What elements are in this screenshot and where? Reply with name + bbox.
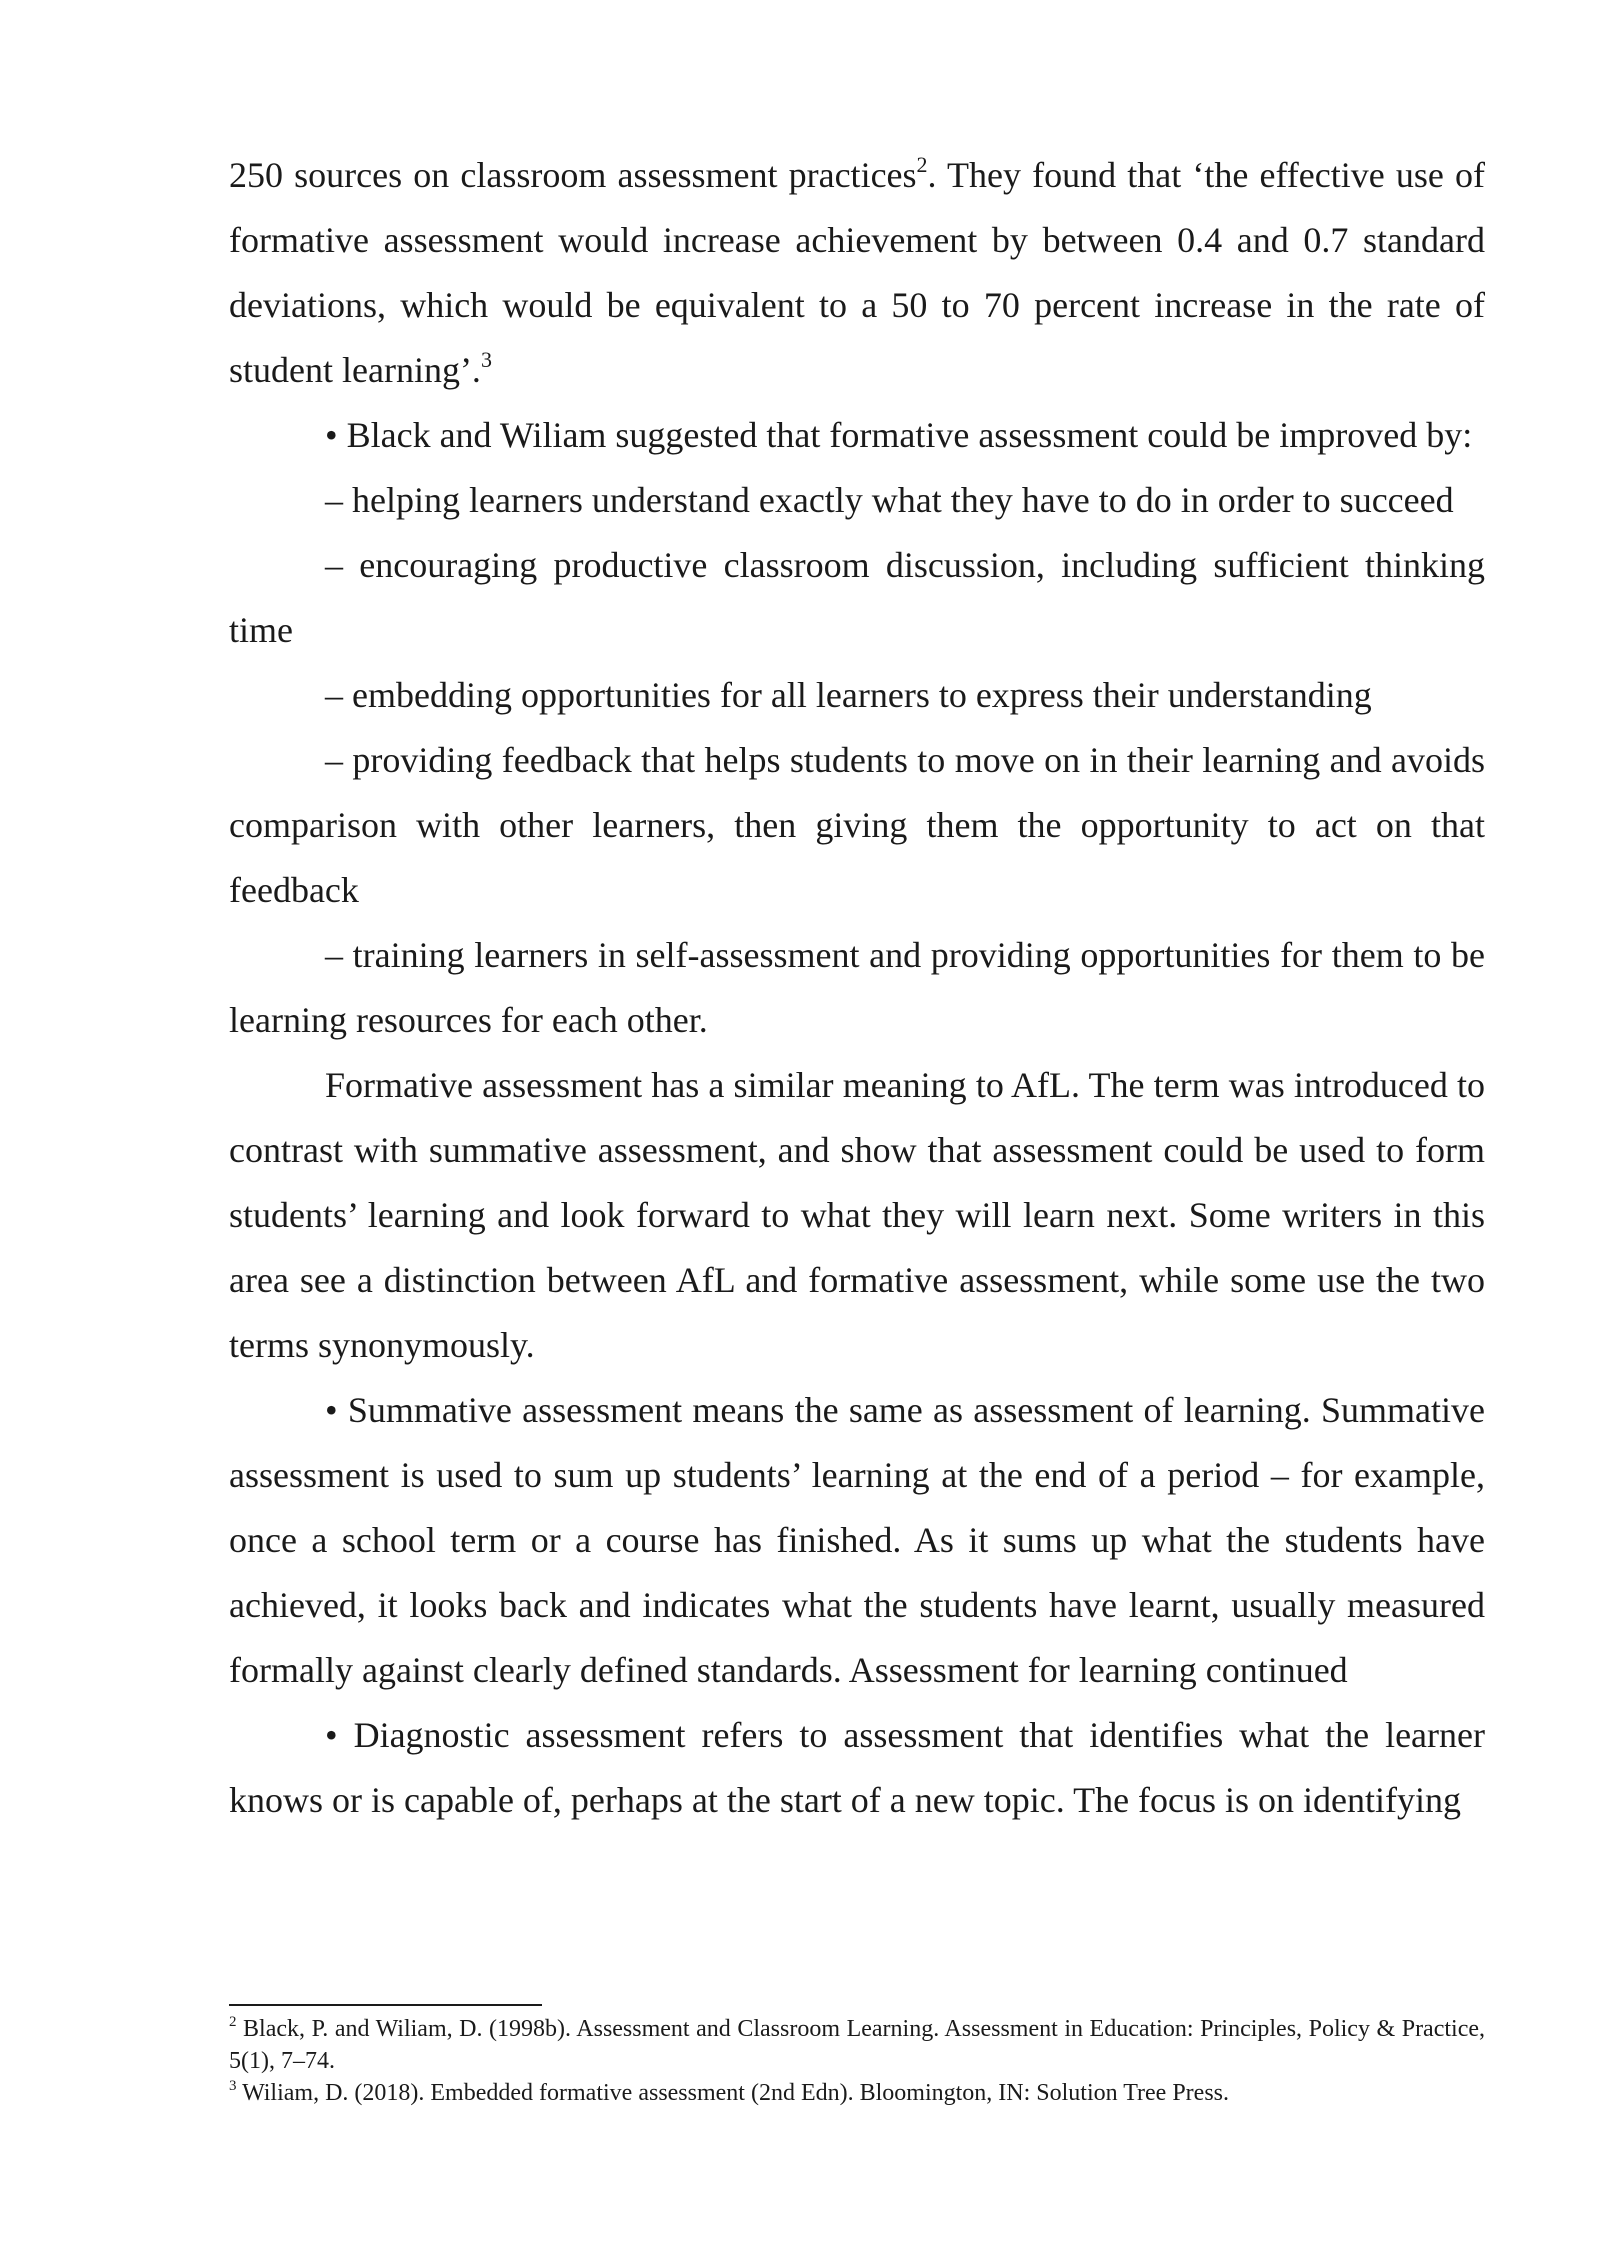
bullet-summative: • Summative assessment means the same as assessment of learning. Summative assessment is used to sum up students’ learning at the end of a period – for example, once a school term or a course has finished. As it sums up what the students have achieved, it looks back and indicates what the students have learnt, usually measured formally against clearly defined standards. Assessment for learning continued (229, 1390, 1485, 1690)
footnote-mark: 3 (229, 2078, 237, 2094)
footnote-ref[interactable]: 2 (916, 152, 928, 177)
list-item: – embedding opportunities for all learners to express their understanding (325, 675, 1372, 715)
list-item: – helping learners understand exactly what they have to do in order to succeed (325, 480, 1454, 520)
bullet-diagnostic: • Diagnostic assessment refers to assessment that identifies what the learner knows or is capable of, perhaps at the start of a new topic. The focus is on identifying (229, 1715, 1485, 1820)
footnote-text: Black, P. and Wiliam, D. (1998b). Assessment and Classroom Learning. Assessment in Education: Principles, Policy & Practice, 5(1), 7–74. (229, 2016, 1485, 2074)
paragraph-sources (229, 143, 1485, 403)
paragraph-formative: Formative assessment has a similar meaning to AfL. The term was introduced to contrast with summative assessment, and show that assessment could be used to form students’ learning and look forward to what they will learn next. Some writers in this area see a distinction between AfL and formative assessment, while some use the two terms synonymously. (229, 1065, 1485, 1365)
list-item: – providing feedback that helps students to move on in their learning and avoids comparison with other learners, then giving them the opportunity to act on that feedback (229, 740, 1485, 910)
list-item: – training learners in self-assessment and providing opportunities for them to be learning resources for each other. (229, 935, 1485, 1040)
footnote-mark: 2 (229, 2014, 237, 2030)
footnote (229, 2013, 1485, 2077)
paragraph-text: 250 sources on classroom assessment practices (229, 155, 917, 195)
footnote-ref[interactable]: 3 (480, 347, 492, 372)
list-item: – encouraging productive classroom discussion, including sufficient thinking time (229, 545, 1485, 650)
bullet-black-wiliam: • Black and Wiliam suggested that formative assessment could be improved by: (325, 415, 1473, 455)
footnotes (229, 2013, 1485, 2109)
footnote (229, 2077, 1485, 2109)
footnote-separator (229, 2004, 542, 2006)
paragraph-text: . They found that ‘the effective use of formative assessment would increase achievement by between 0.4 and 0.7 standard deviations, which would be equivalent to a 50 to 70 percent increase in the rate of student learning’. (229, 155, 1485, 390)
body-text (229, 143, 1485, 1833)
footnote-text: Wiliam, D. (2018). Embedded formative assessment (2nd Edn). Bloomington, IN: Solution Tree Press. (236, 2080, 1229, 2106)
